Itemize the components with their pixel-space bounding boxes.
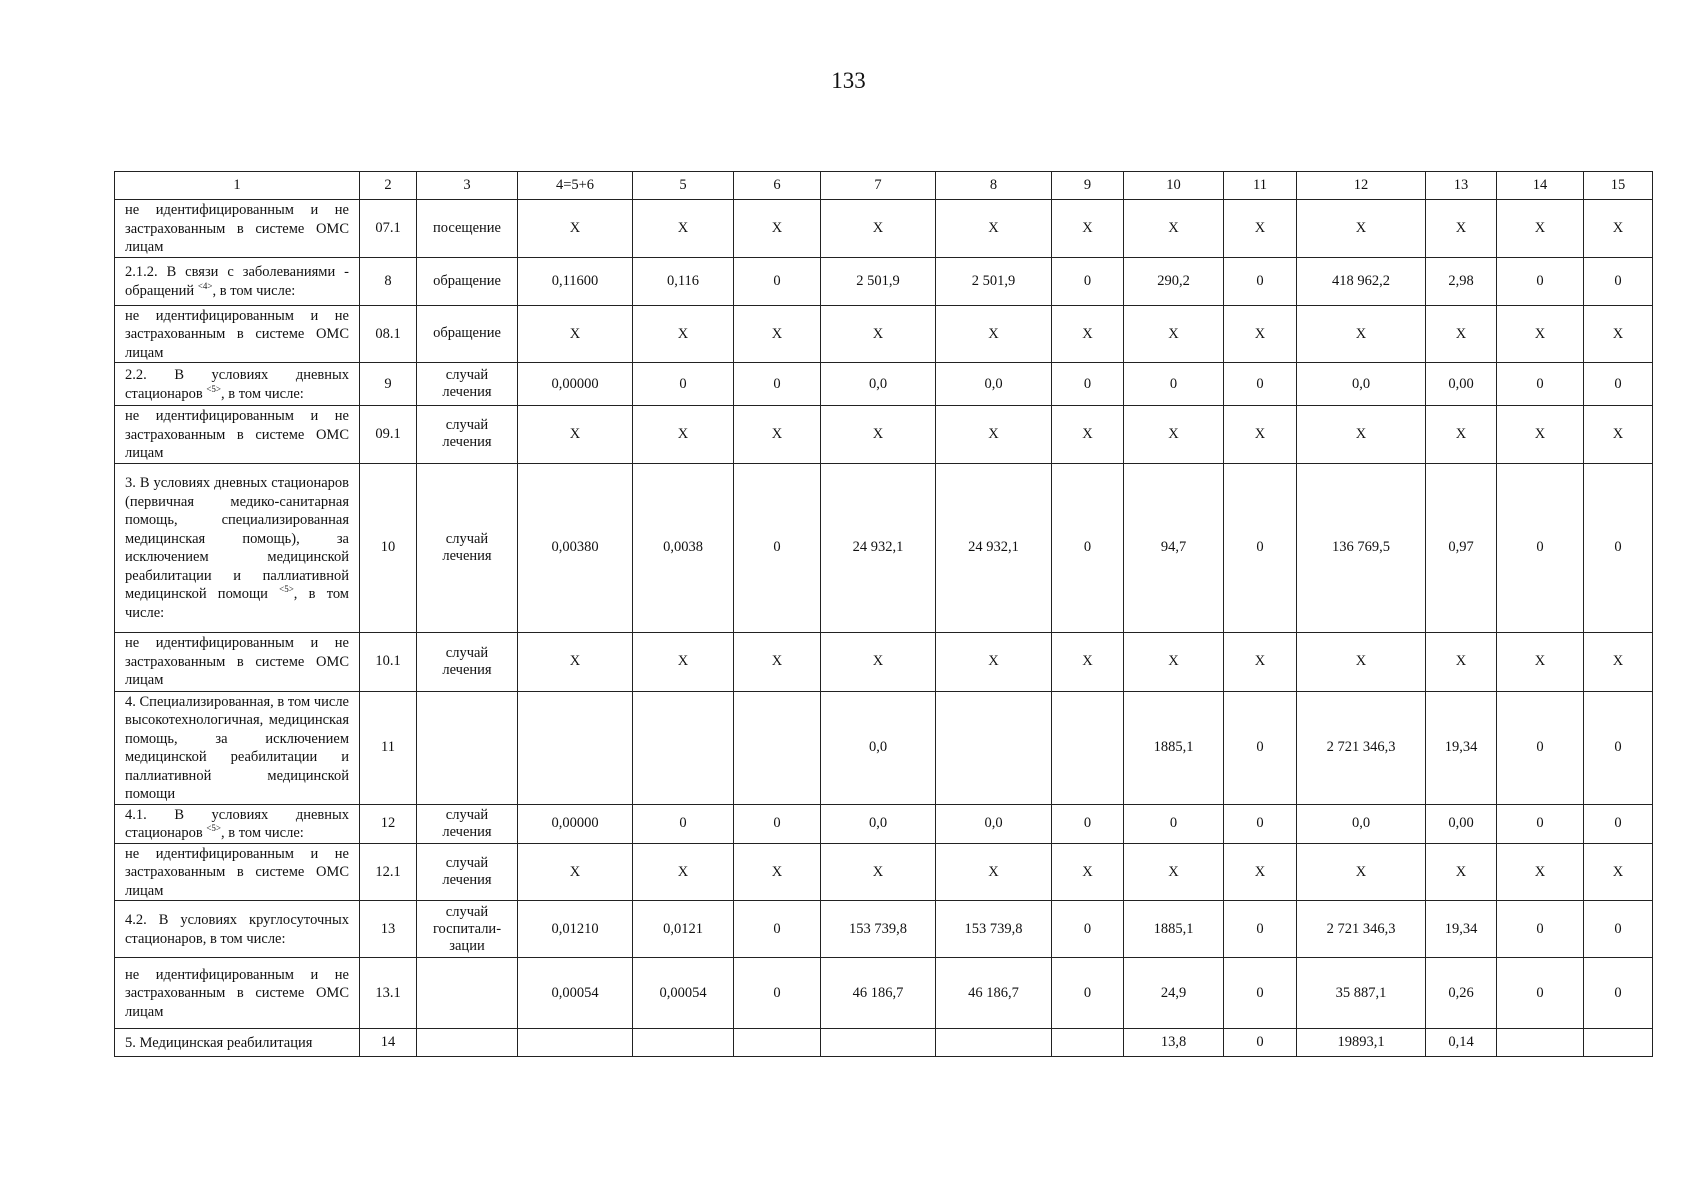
value-cell: 0	[1497, 958, 1584, 1029]
value-cell: X	[1584, 406, 1653, 464]
row-code: 10.1	[360, 632, 417, 691]
value-cell: 0,00000	[518, 363, 633, 406]
value-cell: 0	[1224, 257, 1297, 305]
row-label	[115, 463, 360, 632]
value-cell: X	[1584, 305, 1653, 363]
row-label	[115, 257, 360, 305]
unit-cell: случай лечения	[417, 406, 518, 464]
value-cell: X	[1297, 305, 1426, 363]
value-cell: 2 721 346,3	[1297, 901, 1426, 958]
value-cell: 0	[734, 901, 821, 958]
row-label-text: не идентифицированным и не застрахованным в системе ОМС лицам	[125, 635, 349, 689]
value-cell: 0	[734, 257, 821, 305]
column-header: 8	[936, 172, 1052, 200]
row-label-text: не идентифицированным и не застрахованным в системе ОМС лицам	[125, 845, 349, 899]
row-label-text: не идентифицированным и не застрахованным в системе ОМС лицам	[125, 966, 349, 1020]
value-cell: 0	[1497, 463, 1584, 632]
value-cell: 0	[1497, 363, 1584, 406]
row-code: 9	[360, 363, 417, 406]
row-label-text: 2.1.2. В связи с заболеваниями - обращений	[125, 264, 349, 299]
value-cell: 0,01210	[518, 901, 633, 958]
row-label-text: не идентифицированным и не застрахованным в системе ОМС лицам	[125, 202, 349, 255]
value-cell: 1885,1	[1124, 691, 1224, 804]
value-cell: 19,34	[1426, 691, 1497, 804]
column-header: 10	[1124, 172, 1224, 200]
table-row	[115, 804, 1653, 843]
table-row	[115, 958, 1653, 1029]
value-cell: X	[1124, 406, 1224, 464]
row-label	[115, 363, 360, 406]
value-cell: 0,0	[936, 363, 1052, 406]
value-cell: 0	[1584, 257, 1653, 305]
value-cell: 0,00054	[633, 958, 734, 1029]
value-cell: 19893,1	[1297, 1029, 1426, 1057]
value-cell: 153 739,8	[936, 901, 1052, 958]
value-cell: 13,8	[1124, 1029, 1224, 1057]
unit-cell: случай лечения	[417, 804, 518, 843]
value-cell: X	[1426, 632, 1497, 691]
value-cell: X	[821, 843, 936, 901]
unit-cell: случай лечения	[417, 363, 518, 406]
value-cell: 0,00380	[518, 463, 633, 632]
unit-cell: случай госпитали-зации	[417, 901, 518, 958]
value-cell: 136 769,5	[1297, 463, 1426, 632]
column-header: 4=5+6	[518, 172, 633, 200]
value-cell: 0	[1124, 363, 1224, 406]
row-label	[115, 901, 360, 958]
row-label-text: 2.2. В условиях дневных стационаров	[125, 367, 349, 402]
column-header: 6	[734, 172, 821, 200]
value-cell: 0,0	[1297, 363, 1426, 406]
value-cell: X	[1052, 406, 1124, 464]
value-cell: X	[1224, 305, 1297, 363]
value-cell: X	[1124, 632, 1224, 691]
footnote-marker: <4>	[197, 280, 213, 291]
value-cell: 0	[1124, 804, 1224, 843]
value-cell: 2 501,9	[821, 257, 936, 305]
table-row	[115, 257, 1653, 305]
value-cell: 0	[734, 363, 821, 406]
value-cell	[518, 691, 633, 804]
column-header: 12	[1297, 172, 1426, 200]
value-cell: X	[1497, 843, 1584, 901]
table-row	[115, 363, 1653, 406]
row-code: 10	[360, 463, 417, 632]
column-header: 1	[115, 172, 360, 200]
value-cell	[1497, 1029, 1584, 1057]
value-cell: X	[1224, 632, 1297, 691]
value-cell: X	[821, 200, 936, 258]
value-cell	[734, 1029, 821, 1057]
value-cell: 0	[1497, 691, 1584, 804]
value-cell: 0	[1224, 804, 1297, 843]
value-cell: X	[1052, 305, 1124, 363]
value-cell	[734, 691, 821, 804]
row-label-text: 5. Медицинская реабилитация	[125, 1034, 313, 1051]
unit-cell	[417, 958, 518, 1029]
column-header: 2	[360, 172, 417, 200]
value-cell: X	[518, 200, 633, 258]
value-cell: 19,34	[1426, 901, 1497, 958]
value-cell: 0	[1052, 958, 1124, 1029]
row-code: 12	[360, 804, 417, 843]
value-cell: X	[1584, 200, 1653, 258]
value-cell: 0	[1224, 958, 1297, 1029]
value-cell: X	[734, 305, 821, 363]
unit-cell: случай лечения	[417, 843, 518, 901]
value-cell: 0,116	[633, 257, 734, 305]
value-cell: 0,00000	[518, 804, 633, 843]
row-label	[115, 305, 360, 363]
value-cell: X	[1052, 843, 1124, 901]
value-cell: 0,0	[936, 804, 1052, 843]
value-cell: 0,0	[821, 691, 936, 804]
footnote-marker: <5>	[206, 823, 221, 833]
table-row	[115, 406, 1653, 464]
value-cell: X	[1426, 200, 1497, 258]
value-cell: 0	[1052, 804, 1124, 843]
header-row	[115, 172, 1653, 200]
value-cell: 418 962,2	[1297, 257, 1426, 305]
value-cell: X	[1497, 200, 1584, 258]
table-row	[115, 632, 1653, 691]
unit-cell: случай лечения	[417, 632, 518, 691]
value-cell: 0	[1224, 463, 1297, 632]
value-cell: X	[821, 406, 936, 464]
value-cell: X	[518, 406, 633, 464]
value-cell: 0	[734, 958, 821, 1029]
value-cell: X	[936, 305, 1052, 363]
column-header: 7	[821, 172, 936, 200]
value-cell: X	[1224, 406, 1297, 464]
value-cell: X	[1297, 632, 1426, 691]
column-header: 13	[1426, 172, 1497, 200]
value-cell: X	[1426, 406, 1497, 464]
value-cell: 24 932,1	[936, 463, 1052, 632]
row-code: 14	[360, 1029, 417, 1057]
column-header: 5	[633, 172, 734, 200]
value-cell: X	[734, 200, 821, 258]
value-cell: 0	[1584, 363, 1653, 406]
row-label	[115, 632, 360, 691]
column-header: 14	[1497, 172, 1584, 200]
row-code: 8	[360, 257, 417, 305]
value-cell: X	[633, 406, 734, 464]
value-cell	[1584, 1029, 1653, 1057]
value-cell: X	[1497, 406, 1584, 464]
value-cell: 0,0	[1297, 804, 1426, 843]
value-cell: 0	[1224, 691, 1297, 804]
value-cell: X	[936, 406, 1052, 464]
value-cell: 0,00	[1426, 363, 1497, 406]
value-cell: X	[1584, 632, 1653, 691]
value-cell: 2 721 346,3	[1297, 691, 1426, 804]
row-label-text: не идентифицированным и не застрахованным в системе ОМС лицам	[125, 408, 349, 461]
footnote-marker: <5>	[279, 584, 294, 594]
value-cell: 290,2	[1124, 257, 1224, 305]
value-cell: X	[821, 632, 936, 691]
value-cell: X	[1584, 843, 1653, 901]
value-cell: X	[633, 305, 734, 363]
table-row	[115, 901, 1653, 958]
value-cell	[633, 691, 734, 804]
column-header: 3	[417, 172, 518, 200]
value-cell: 0	[1224, 901, 1297, 958]
row-code: 11	[360, 691, 417, 804]
row-label	[115, 843, 360, 901]
table-row	[115, 1029, 1653, 1057]
unit-cell	[417, 691, 518, 804]
value-cell: X	[821, 305, 936, 363]
value-cell: 0	[1224, 1029, 1297, 1057]
value-cell: 0	[1052, 901, 1124, 958]
row-label-text: 3. В условиях дневных стационаров (первичная медико-санитарная помощь, специализированная медицинская помощь), за исключением медицинской реабилитации и паллиативной медицинской помощи	[125, 475, 349, 602]
value-cell: 24 932,1	[821, 463, 936, 632]
value-cell: 0	[1497, 901, 1584, 958]
row-code: 12.1	[360, 843, 417, 901]
value-cell: X	[1224, 843, 1297, 901]
row-code: 07.1	[360, 200, 417, 258]
value-cell: X	[1052, 632, 1124, 691]
value-cell: 46 186,7	[821, 958, 936, 1029]
column-header: 15	[1584, 172, 1653, 200]
value-cell: X	[1426, 843, 1497, 901]
value-cell: X	[633, 843, 734, 901]
column-header: 11	[1224, 172, 1297, 200]
value-cell: X	[936, 843, 1052, 901]
row-code: 08.1	[360, 305, 417, 363]
value-cell: 2,98	[1426, 257, 1497, 305]
value-cell: 0	[1497, 257, 1584, 305]
page-number: 133	[831, 68, 866, 93]
value-cell: 0	[633, 804, 734, 843]
data-table	[114, 171, 1653, 1057]
value-cell: 0	[1497, 804, 1584, 843]
value-cell: 0,0	[821, 804, 936, 843]
value-cell: X	[633, 632, 734, 691]
value-cell: X	[734, 406, 821, 464]
value-cell: X	[1224, 200, 1297, 258]
value-cell: X	[518, 632, 633, 691]
table-row	[115, 200, 1653, 258]
unit-cell: посещение	[417, 200, 518, 258]
row-label	[115, 804, 360, 843]
value-cell	[1052, 691, 1124, 804]
value-cell: X	[518, 305, 633, 363]
row-label-text: 4.2. В условиях круглосуточных стационаров, в том числе:	[125, 912, 349, 947]
value-cell: X	[1124, 200, 1224, 258]
value-cell: 0,97	[1426, 463, 1497, 632]
value-cell: X	[1426, 305, 1497, 363]
value-cell: X	[734, 843, 821, 901]
row-code: 09.1	[360, 406, 417, 464]
row-label-text: не идентифицированным и не застрахованным в системе ОМС лицам	[125, 307, 349, 361]
row-label	[115, 958, 360, 1029]
unit-cell	[417, 1029, 518, 1057]
value-cell: 0	[1584, 901, 1653, 958]
row-label	[115, 691, 360, 804]
row-label-suffix: , в том числе:	[220, 825, 304, 841]
table-row	[115, 691, 1653, 804]
row-label	[115, 1029, 360, 1057]
row-label-suffix: , в том числе:	[220, 385, 304, 402]
value-cell: 0,00	[1426, 804, 1497, 843]
value-cell: 46 186,7	[936, 958, 1052, 1029]
value-cell: X	[633, 200, 734, 258]
value-cell: 0	[1584, 804, 1653, 843]
value-cell: 0	[734, 463, 821, 632]
value-cell: X	[936, 200, 1052, 258]
value-cell: 0,11600	[518, 257, 633, 305]
value-cell: 0,0	[821, 363, 936, 406]
value-cell: 35 887,1	[1297, 958, 1426, 1029]
footnote-marker: <5>	[206, 383, 221, 394]
table-row	[115, 463, 1653, 632]
row-label-suffix: , в том числе:	[125, 586, 349, 621]
column-header: 9	[1052, 172, 1124, 200]
value-cell: 0	[1052, 363, 1124, 406]
row-code: 13.1	[360, 958, 417, 1029]
row-label-text: 4.1. В условиях дневных стационаров	[125, 806, 349, 841]
value-cell: 0	[1224, 363, 1297, 406]
value-cell: 0,0121	[633, 901, 734, 958]
value-cell: 0	[1052, 257, 1124, 305]
value-cell: 153 739,8	[821, 901, 936, 958]
row-label-suffix: , в том числе:	[212, 282, 296, 299]
row-label-text: 4. Специализированная, в том числе высокотехнологичная, медицинская помощь, за исключением медицинской реабилитации и паллиативной медицинской помощи	[125, 693, 349, 802]
value-cell	[1052, 1029, 1124, 1057]
unit-cell: случай лечения	[417, 463, 518, 632]
row-code: 13	[360, 901, 417, 958]
value-cell: 0	[1584, 958, 1653, 1029]
value-cell: X	[1052, 200, 1124, 258]
row-label	[115, 200, 360, 258]
value-cell	[518, 1029, 633, 1057]
value-cell: 1885,1	[1124, 901, 1224, 958]
value-cell: 0	[734, 804, 821, 843]
value-cell: X	[936, 632, 1052, 691]
value-cell: X	[734, 632, 821, 691]
value-cell: X	[1297, 843, 1426, 901]
value-cell: 2 501,9	[936, 257, 1052, 305]
value-cell: 24,9	[1124, 958, 1224, 1029]
value-cell	[821, 1029, 936, 1057]
value-cell: X	[1297, 200, 1426, 258]
value-cell: 0	[1052, 463, 1124, 632]
value-cell: 94,7	[1124, 463, 1224, 632]
value-cell: 0,0038	[633, 463, 734, 632]
value-cell: 0	[633, 363, 734, 406]
value-cell: X	[1297, 406, 1426, 464]
value-cell: X	[1124, 305, 1224, 363]
table-row	[115, 843, 1653, 901]
table-row	[115, 305, 1653, 363]
value-cell	[936, 691, 1052, 804]
value-cell: 0,14	[1426, 1029, 1497, 1057]
value-cell: X	[1124, 843, 1224, 901]
value-cell: 0	[1584, 463, 1653, 632]
value-cell: X	[518, 843, 633, 901]
value-cell: 0,00054	[518, 958, 633, 1029]
value-cell: X	[1497, 632, 1584, 691]
unit-cell: обращение	[417, 257, 518, 305]
value-cell: 0,26	[1426, 958, 1497, 1029]
value-cell	[633, 1029, 734, 1057]
unit-cell: обращение	[417, 305, 518, 363]
value-cell	[936, 1029, 1052, 1057]
value-cell: X	[1497, 305, 1584, 363]
value-cell: 0	[1584, 691, 1653, 804]
row-label	[115, 406, 360, 464]
